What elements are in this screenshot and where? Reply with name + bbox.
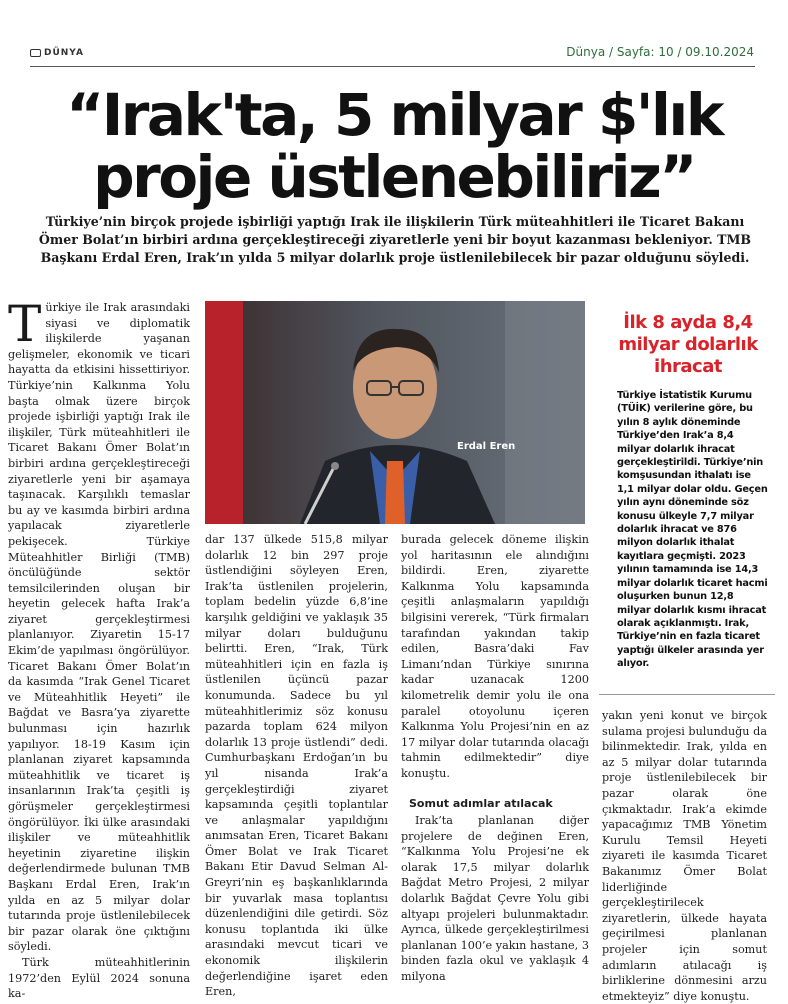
- col1-end: Türk müteahhitlerinin 1972’den Eylül 2024 sonuna ka-: [8, 955, 190, 1001]
- masthead-logo: [30, 48, 84, 58]
- headline: “Irak'ta, 5 milyar $'lık proje üstlenebiliriz”: [66, 81, 722, 211]
- article-column-1: [8, 295, 190, 1002]
- drop-cap: T: [8, 295, 42, 353]
- article-column-3: [401, 532, 589, 985]
- col1-text: ürkiye ile Irak arasındaki siyasi ve diplomatik ilişkilerde yaşanan gelişmeler, ekonomik ve ticari hayatta da etkisini hissettiriyor. Türkiye’nin Kalkınma Yolu başta olmak üzere birçok projede işbirliği yaptığı Irak ile ilişkiler, Türk müteahhitleri ile Ticaret Bakanı Ömer Bolat’ın birbiri ardına gerçekleştireceği ziyaretlerle yeni bir aşamaya taşınacak. Karşılıklı temaslar bu ay ve kasımda birbiri ardına yapılacak ziyaretlerle pekişecek. Türkiye Müteahhitler Birliği (TMB) öncülüğünde sektör temsilcilerinden oluşan bir heyetin gelecek hafta Irak’a ziyaret gerçekleştirmesi planlanıyor. Ziyaretin 15-17 Ekim’de yapılması öngörülüyor. Ticaret Bakanı Ömer Bolat’ın da kasımda “Irak Genel Ticaret ve Müteahhitlik Heyeti” ile Bağdat ve Basra’ya ziyarette bulunması için hazırlık yapılıyor. 18-19 Kasım için planlanan ziyaret kapsamında müteahhitlik ve ticaret iş insanlarının Irak’ta çeşitli iş görüşmeler gerçekleştirmesi öngörülüyor. İki ülke arasındaki ilişkiler ve müteahhitlik heyetinin ziyaretine ilişkin değerlendirmede bulunan TMB Başkanı Erdal Eren, Irak’ın yılda en az 5 milyar dolar tutarında proje üstlenilebilecek bir pazar olarak öne çıktığını söyledi.: [8, 301, 190, 954]
- article-column-2: dar 137 ülkede 515,8 milyar dolarlık 12 bin 297 proje üstlendiğini söyleyen Eren, Irak’ta üstlenilen projelerin, toplam bedelin yüzde 6,8’ine karşılık geldiğini ve yaklaşık 35 milyar doları bulduğunu belirtti. Eren, “Irak, Türk müteahhitleri için en fazla iş üstlenilen üçüncü pazar konumunda. Sadece bu yıl müteahhitlerimiz söz konusu pazarda toplam 624 milyon dolarlık 13 proje üstlendi” dedi. Cumhurbaşkanı Erdoğan’ın bu yıl nisanda Irak’a gerçekleştirdiği ziyaret kapsamında çeşitli toplantılar ve anlaşmalar yapıldığını anımsatan Eren, Ticaret Bakanı Ömer Bolat ve Irak Ticaret Bakanı Etir Davud Selman Al-Greyri’nin eş başkanlıklarında bir yuvarlak masa toplantısı düzenlendiğini dile getirdi. Söz konusu toplantıda iki ülke arasındaki mevcut ticari ve ekonomik ilişkilerin değerlendiğine işaret eden Eren,: [205, 533, 388, 999]
- flag-shape: [205, 301, 243, 524]
- portrait-illustration: [205, 301, 585, 524]
- sidebar-title: İlk 8 ayda 8,4 milyar dolarlık ihracat: [618, 312, 758, 377]
- portrait-photo: [205, 301, 585, 524]
- logo-text: DÜNYA: [44, 48, 84, 58]
- photo-caption: Erdal Eren: [457, 441, 516, 452]
- col3-text-b: Irak’ta planlanan diğer projelere de değinen Eren, “Kalkınma Yolu Projesi’ne ek olarak 17,5 milyar dolarlık Bağdat Metro Projesi, 2 milyar dolarlık Bağdat Çevre Yolu gibi altyapı projeleri bulunmaktadır. Ayrıca, ülkede gerçekleştirilmesi planlanan 100’e yakın hastane, 3 binden fazla okul ve yaklaşık 4 milyona: [401, 814, 589, 984]
- deck: Türkiye’nin birçok projede işbirliği yaptığı Irak ile ilişkilerin Türk müteahhitleri ile Ticaret Bakanı Ömer Bolat’ın birbiri ardına gerçekleştireceği ziyaretlerle yeni bir boyut kazanması bekleniyor. TMB Başkanı Erdal Eren, Irak’ın yılda 5 milyar dolarlık proje üstlenilebilecek bir pazar olduğunu söyledi.: [38, 214, 752, 265]
- sidebar-divider: [599, 694, 775, 695]
- logo-mark-icon: [30, 49, 41, 57]
- col3-text-a: burada gelecek döneme ilişkin yol haritasının ele alındığını bildirdi. Eren, ziyarette Kalkınma Yolu kapsamında çeşitli anlaşmaların yapıldığı bilgisini vererek, “Türk firmaları tarafından yakından takip edilen, Basra’daki Fav Limanı’ndan Türkiye sınırına kadar uzanacak 1200 kilometrelik demir yolu ile ona paralel otoyolunu içeren Kalkınma Yolu Projesi’nin en az 17 milyar dolar tutarında olacağı tahmin edilmektedir” diye konuştu.: [401, 533, 589, 780]
- article-column-4: yakın yeni konut ve birçok sulama projesi bulunduğu da bilinmektedir. Irak, yılda en az 5 milyar dolar tutarında proje üstlenilebilecek bir pazar olarak öne çıkmaktadır. Irak’a ekimde yapacağımız TMB Yönetim Kurulu Temsil Heyeti ziyareti ile kasımda Ticaret Bakanımız Ömer Bolat liderliğinde gerçekleştirilecek ziyaretlerin, ülkede hayata geçirilmesi planlanan projeler için somut adımların atılacağı iş birliklerine dönmesini arzu etmekteyiz” diye konuştu.: [602, 709, 767, 1003]
- sidebar-body: Türkiye İstatistik Kurumu (TÜİK) verilerine göre, bu yılın 8 aylık döneminde Türkiye’den Irak’a 8,4 milyar dolarlık ihracat gerçekleştirildi. Türkiye’nin komşusundan ithalatı ise 1,1 milyar dolar oldu. Geçen yılın aynı döneminde söz konusu ülkeyle 7,7 milyar dolarlık ihracat ve 876 milyon dolarlık ithalat kayıtlara geçmişti. 2023 yılının tamamında ise 14,3 milyar dolarlık ticaret hacmi oluşurken bunun 12,8 milyar dolarlık kısmı ihracat olarak açıklanmıştı. Irak, Türkiye’nin en fazla ticaret yaptığı ülkeler arasında yer alıyor.: [617, 390, 768, 670]
- page-source: Dünya / Sayfa: 10 / 09.10.2024: [566, 45, 754, 59]
- subheading: Somut adımlar atılacak: [409, 796, 553, 810]
- header-rule: [30, 66, 755, 67]
